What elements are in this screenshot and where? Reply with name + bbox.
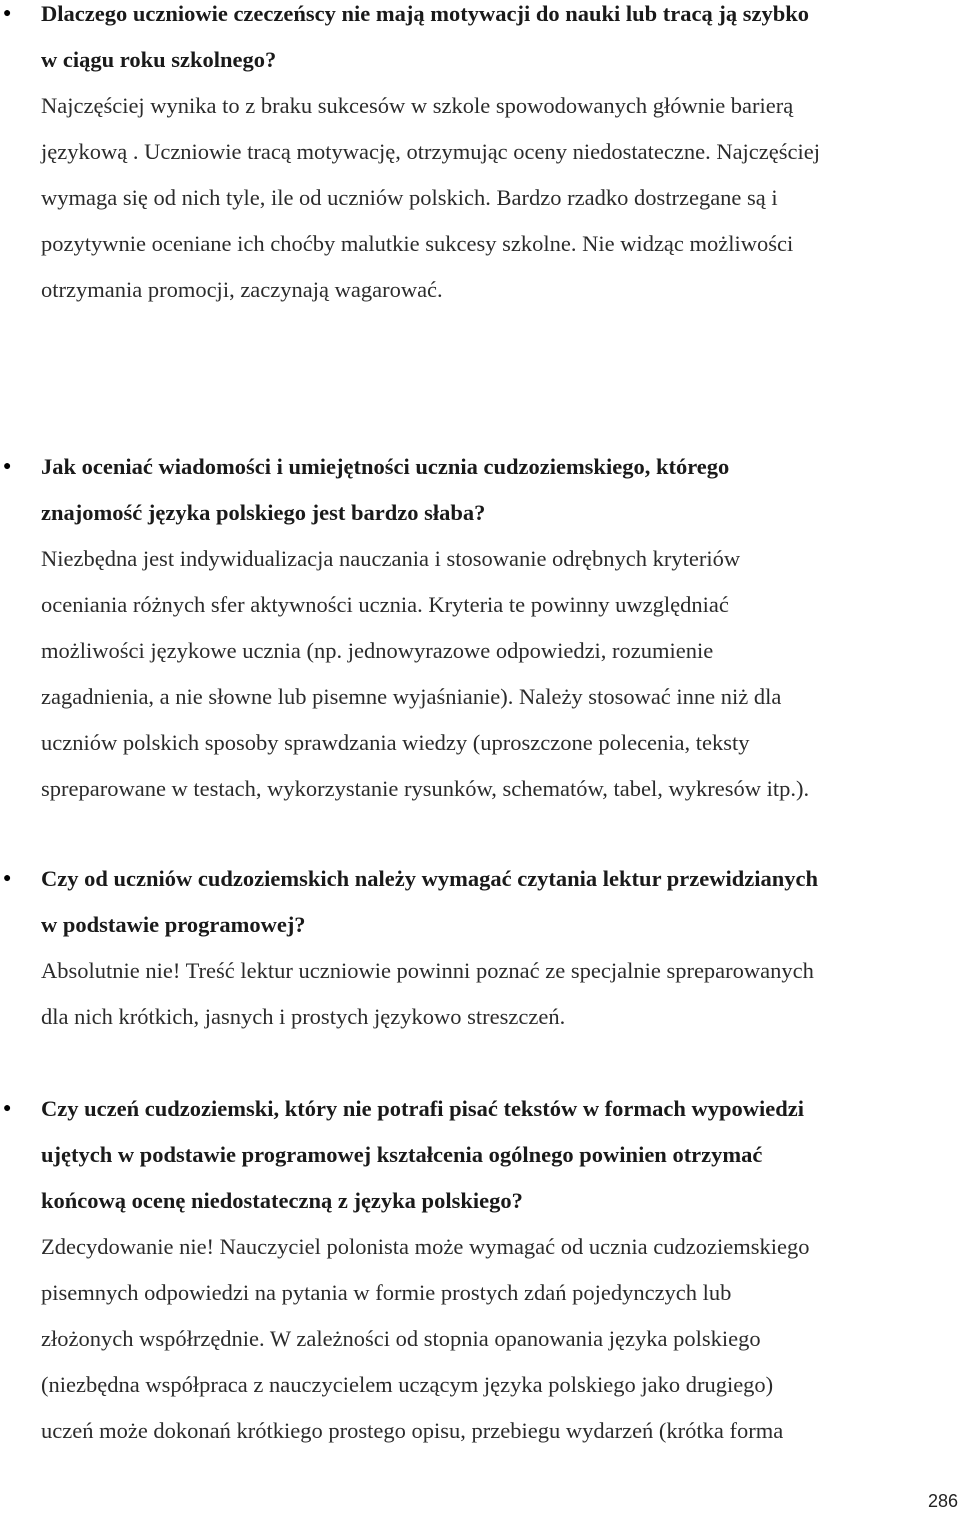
qa-item	[0, 856, 960, 1040]
bullet-dot-icon: ●	[3, 871, 12, 886]
question-heading: Dlaczego uczniowie czeczeńscy nie mają motywacji do nauki lub tracą ją szybko w ciągu roku szkolnego?	[41, 1, 810, 72]
bullet-dot-icon: ●	[3, 6, 12, 21]
question-heading: Czy uczeń cudzoziemski, który nie potrafi pisać tekstów w formach wypowiedzi ujętych w podstawie programowej kształcenia ogólnego powinien otrzymać końcową ocenę niedostateczną z języka polskiego?	[41, 1096, 805, 1213]
qa-item	[0, 0, 960, 313]
bullet-dot-icon: ●	[3, 459, 12, 474]
question-heading: Czy od uczniów cudzoziemskich należy wymagać czytania lektur przewidzianych w podstawie programowej?	[41, 866, 819, 937]
qa-item	[0, 1086, 960, 1454]
answer-paragraph: Najczęściej wynika to z braku sukcesów w szkole spowodowanych głównie barierą językową . Uczniowie tracą motywację, otrzymując oceny niedostateczne. Najczęściej wymaga się od nich tyle, ile od uczniów polskich. Bardzo rzadko dostrzegane są i pozytywnie oceniane ich choćby malutkie sukcesy szkolne. Nie widząc możliwości otrzymania promocji, zaczynają wagarować.	[41, 93, 820, 302]
bullet-dot-icon: ●	[3, 1101, 12, 1116]
question-heading: Jak oceniać wiadomości i umiejętności ucznia cudzoziemskiego, którego znajomość języka polskiego jest bardzo słaba?	[41, 454, 730, 525]
answer-paragraph: Zdecydowanie nie! Nauczyciel polonista może wymagać od ucznia cudzoziemskiego pisemnych odpowiedzi na pytania w formie prostych zdań pojedynczych lub złożonych współrzędnie. W zależności od stopnia opanowania języka polskiego (niezbędna współpraca z nauczycielem uczącym języka polskiego jako drugiego) uczeń może dokonań krótkiego prostego opisu, przebiegu wydarzeń (krótka forma	[41, 1234, 810, 1443]
answer-paragraph: Absolutnie nie! Treść lektur uczniowie powinni poznać ze specjalnie spreparowanych dla nich krótkich, jasnych i prostych językowo streszczeń.	[41, 958, 814, 1029]
answer-paragraph: Niezbędna jest indywidualizacja nauczania i stosowanie odrębnych kryteriów oceniania różnych sfer aktywności ucznia. Kryteria te powinny uwzględniać możliwości językowe ucznia (np. jednowyrazowe odpowiedzi, rozumienie zagadnienia, a nie słowne lub pisemne wyjaśnianie). Należy stosować inne niż dla uczniów polskich sposoby sprawdzania wiedzy (uproszczone polecenia, teksty spreparowane w testach, wykorzystanie rysunków, schematów, tabel, wykresów itp.).	[41, 546, 810, 801]
qa-item	[0, 444, 960, 812]
page-number: 286	[927, 1491, 958, 1511]
